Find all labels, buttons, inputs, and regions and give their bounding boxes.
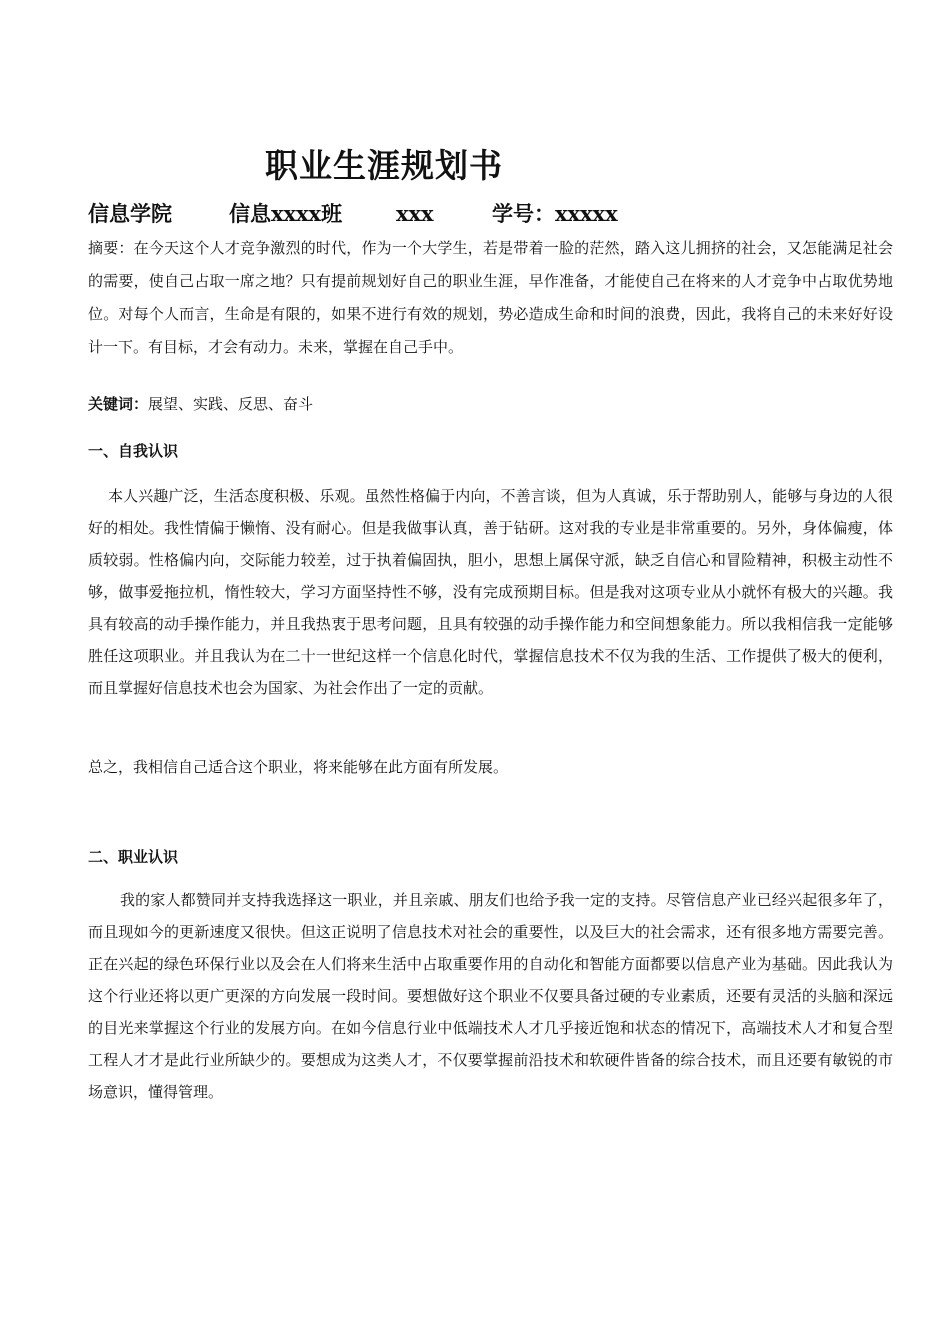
keywords-line: [88, 393, 313, 414]
body-paragraph: 我的家人都赞同并支持我选择这一职业，并且亲戚、朋友们也给予我一定的支持。尽管信息产业已经兴起很多年了，而且现如今的更新速度又很快。但这正说明了信息技术对社会的重要性，以及巨大的社会需求，还有很多地方需要完善。正在兴起的绿色环保行业以及会在人们将来生活中占取重要作用的自动化和智能方面都要以信息产业为基础。因此我认为这个行业还将以更广更深的方向发展一段时间。要想做好这个职业不仅要具备过硬的专业素质，还要有灵活的头脑和深远的目光来掌握这个行业的发展方向。在如今信息行业中低端技术人才几乎接近饱和状态的情况下，高端技术人才和复合型工程人才才是此行业所缺少的。要想成为这类人才，不仅要掌握前沿技术和软硬件皆备的综合技术，而且还要有敏锐的市场意识，懂得管理。: [88, 891, 893, 1101]
section-heading-career-awareness: 二、职业认识: [88, 848, 179, 866]
college-name: 信息学院: [88, 201, 172, 226]
student-info-line: [88, 198, 618, 228]
student-id: 学号：xxxxx: [492, 201, 618, 226]
keywords-value: 展望、实践、反思、奋斗: [148, 395, 314, 413]
student-name: xxx: [396, 201, 434, 226]
keywords-label: 关键词：: [88, 395, 149, 413]
body-paragraph: 本人兴趣广泛，生活态度积极、乐观。虽然性格偏于内向，不善言谈，但为人真诚，乐于帮助别人，能够与身边的人很好的相处。我性情偏于懒惰、没有耐心。但是我做事认真，善于钻研。这对我的专业是非常重要的。另外，身体偏瘦，体质较弱。性格偏内向，交际能力较差，过于执着偏固执，胆小，思想上属保守派，缺乏自信心和冒险精神，积极主动性不够，做事爱拖拉机，惰性较大，学习方面坚持性不够，没有完成预期目标。但是我对这项专业从小就怀有极大的兴趣。我具有较高的动手操作能力，并且我热衷于思考问题，且具有较强的动手操作能力和空间想象能力。所以我相信我一定能够胜任这项职业。并且我认为在二十一世纪这样一个信息化时代，掌握信息技术不仅为我的生活、工作提供了极大的便利，而且掌握好信息技术也会为国家、为社会作出了一定的贡献。: [88, 487, 893, 697]
class-name: 信息xxxx班: [229, 201, 343, 226]
body-paragraph: 总之，我相信自己适合这个职业，将来能够在此方面有所发展。: [88, 758, 509, 776]
document-title: 职业生涯规划书: [265, 146, 503, 185]
abstract-paragraph: 摘要：在今天这个人才竞争激烈的时代，作为一个大学生，若是带着一脸的茫然，踏入这儿拥挤的社会，又怎能满足社会的需要，使自己占取一席之地？只有提前规划好自己的职业生涯，早作准备，才能使自己在将来的人才竞争中占取优势地位。对每个人而言，生命是有限的，如果不进行有效的规划，势必造成生命和时间的浪费，因此，我将自己的未来好好设计一下。有目标，才会有动力。未来，掌握在自己手中。: [88, 239, 893, 356]
section-heading-self-awareness: 一、自我认识: [88, 442, 179, 460]
